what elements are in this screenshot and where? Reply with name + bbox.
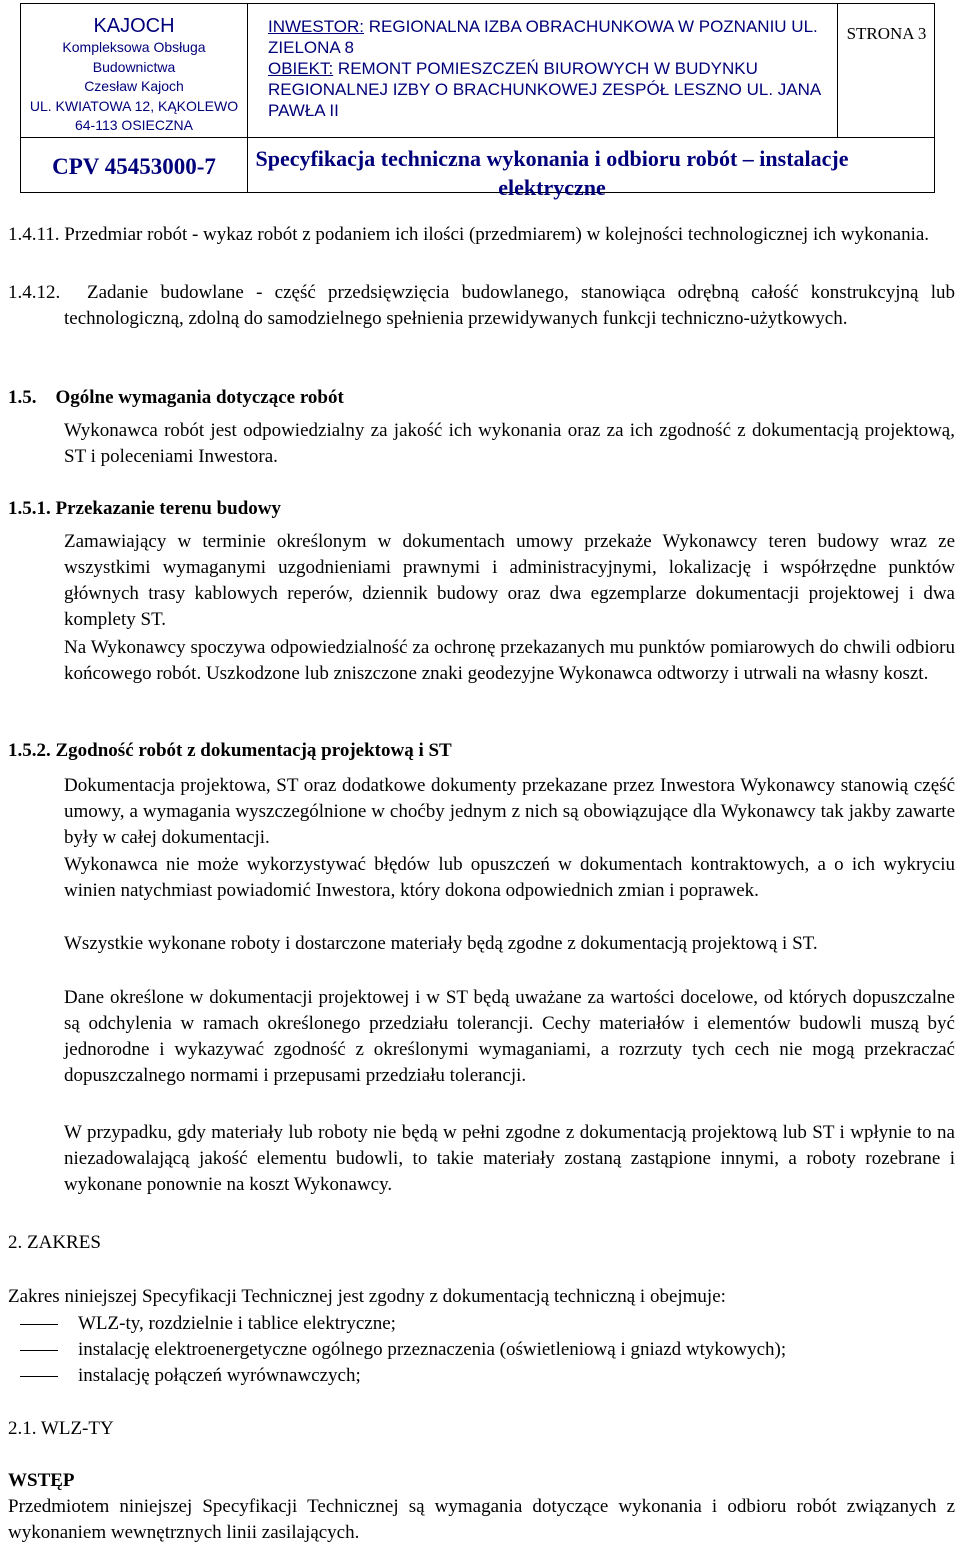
list-item-text: WLZ-ty, rozdzielnie i tablice elektryczne;: [78, 1313, 396, 1334]
scope-list: [8, 1311, 786, 1389]
section-1-5-2-para-1: Dokumentacja projektowa, ST oraz dodatkowe dokumenty przekazane przez Inwestora Wykonawcy stanowią część umowy, a wymagania wyszczególnione w choćby jednym z nich są obowiązujące dla Wykonawcy tak jakby zawarte były w całej dokumentacji.: [64, 775, 955, 848]
section-1-5-2-para-2: Wykonawca nie może wykorzystywać błędów lub opuszczeń w dokumentach kontraktowych, a o ich wykryciu winien natychmiast powiadomić Inwestora, który dokona odpowiednich zmian i poprawek.: [64, 854, 955, 901]
company-info: [21, 14, 247, 136]
section-1-5-2-para-3: Wszystkie wykonane roboty i dostarczone materiały będą zgodne z dokumentacją projektową i ST.: [64, 933, 818, 954]
company-line: Czesław Kajoch: [84, 78, 184, 94]
section-1-5-2-para-5: W przypadku, gdy materiały lub roboty nie będą w pełni zgodne z dokumentacją projektową lub ST i wpłynie to na niezadowalającą jakość elementu budowli, to takie materiały zostaną zastąpione innymi, a roboty rozebrane i wykonane ponownie na koszt Wykonawcy.: [64, 1122, 955, 1195]
section-2-1-title: 2.1. WLZ-TY: [8, 1418, 114, 1439]
investor-object-info: [268, 16, 840, 121]
dash-bullet-icon: [8, 1311, 78, 1337]
wstep-text: Przedmiotem niniejszej Specyfikacji Technicznej są wymagania dotyczące wykonania i odbioru robót związanych z wykonaniem wewnętrznych linii zasilających.: [8, 1496, 955, 1543]
company-postcode: 64-113 OSIECZNA: [74, 117, 193, 133]
company-line: Kompleksowa Obsługa: [62, 39, 206, 55]
wstep-title: WSTĘP: [8, 1470, 75, 1491]
dash-bullet-icon: [8, 1363, 78, 1389]
header-divider: [21, 137, 934, 138]
section-1-5-1-para-2: Na Wykonawcy spoczywa odpowiedzialność za ochronę przekazanych mu punktów pomiarowych do chwili odbioru końcowego robót. Uszkodzone lub zniszczone znaki geodezyjne Wykonawca odtworzy i utrwali na własny koszt.: [64, 637, 955, 684]
section-1-5-1-title: 1.5.1. Przekazanie terenu budowy: [8, 498, 282, 519]
list-item: [8, 1363, 786, 1389]
company-name: KAJOCH: [93, 15, 175, 37]
company-address: UL. KWIATOWA 12, KĄKOLEWO: [29, 97, 239, 114]
section-1-5-1-para-1: Zamawiający w terminie określonym w dokumentach umowy przekaże Wykonawcy teren budowy wraz ze wszystkimi wymaganymi uzgodnieniami prawnymi i administracyjnymi, lokalizację i współrzędne punktów głównych trasy kablowych reperów, dziennik budowy oraz dwa egzemplarze dokumentacji projektowej i dwa komplety ST.: [64, 531, 955, 630]
list-item: [8, 1311, 786, 1337]
object-text: REMONT POMIESZCZEŃ BIUROWYCH W BUDYNKU REGIONALNEJ IZBY O BRACHUNKOWEJ ZESPÓŁ LESZNO UL. JANA PAWŁA II: [268, 59, 821, 120]
paragraph-1-4-12-number: 1.4.12.: [8, 282, 61, 303]
document-header: [20, 3, 935, 200]
section-1-5-title: 1.5. Ogólne wymagania dotyczące robót: [8, 387, 344, 408]
object-label: OBIEKT:: [268, 59, 334, 78]
section-1-5-2-para-4: Dane określone w dokumentacji projektowej i w ST będą uważane za wartości docelowe, od których dopuszczalne są odchylenia w ramach określonego przedziału tolerancji. Cechy materiałów i elementów budowli muszą być jednorodne i wykazywać zgodność z określonymi wymaganiami, a rozrzuty tych cech nie mogą przekraczać dopuszczalnego normami i przepusami przedziału tolerancji.: [64, 987, 955, 1086]
investor-label: INWESTOR:: [268, 17, 365, 36]
list-item-text: instalację połączeń wyrównawczych;: [78, 1365, 361, 1386]
cpv-code: CPV 45453000-7: [52, 154, 216, 179]
spec-title: Specyfikacja techniczna wykonania i odbioru robót – instalacje elektryczne: [255, 146, 849, 200]
page-number: STRONA 3: [846, 24, 927, 43]
company-line: Budownictwa: [92, 58, 176, 75]
section-2-intro: Zakres niniejszej Specyfikacji Technicznej jest zgodny z dokumentacją techniczną i obejmuje:: [8, 1286, 726, 1307]
paragraph-1-4-12: Zadanie budowlane - część przedsięwzięcia budowlanego, stanowiąca odrębną całość konstrukcyjną lub technologiczną, zdolną do samodzielnego spełnienia przewidywanych funkcji techniczno-użytkowych.: [64, 282, 955, 329]
section-1-5-text: Wykonawca robót jest odpowiedzialny za jakość ich wykonania oraz za ich zgodność z dokumentacją projektową, ST i poleceniami Inwestora.: [64, 420, 955, 467]
list-item: [8, 1337, 786, 1363]
paragraph-1-4-11: 1.4.11. Przedmiar robót - wykaz robót z podaniem ich ilości (przedmiarem) w kolejności technologicznej ich wykonania.: [8, 224, 930, 245]
section-2-title: 2. ZAKRES: [8, 1232, 101, 1253]
dash-bullet-icon: [8, 1337, 78, 1363]
list-item-text: instalację elektroenergetyczne ogólnego przeznaczenia (oświetleniową i gniazd wtykowych);: [78, 1339, 787, 1360]
section-1-5-2-title: 1.5.2. Zgodność robót z dokumentacją projektową i ST: [8, 740, 452, 761]
investor-text: REGIONALNA IZBA OBRACHUNKOWA W POZNANIU UL. ZIELONA 8: [268, 17, 818, 57]
